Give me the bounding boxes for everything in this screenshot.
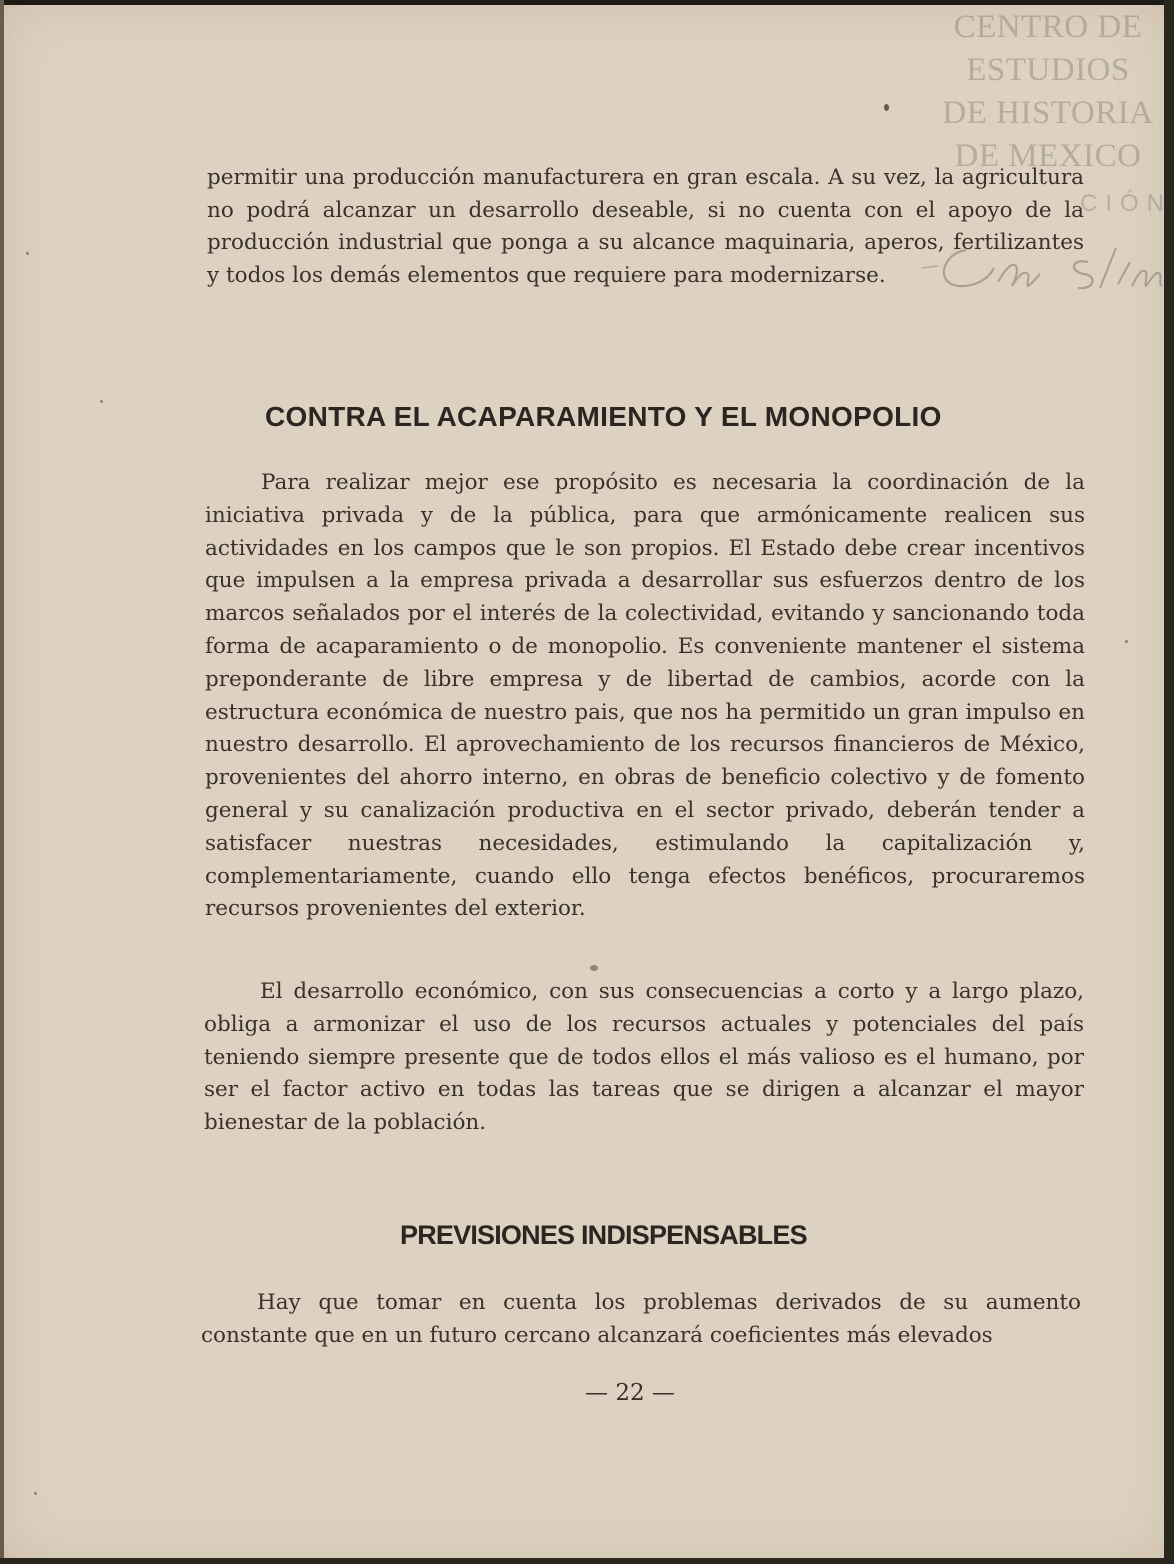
archive-watermark	[938, 6, 1158, 178]
paragraph-coordinacion: Para realizar mejor ese propósito es necesaria la coordinación de la iniciativa privada y de la pública, para que armónicamente realicen sus actividades en los campos que le son propios. El Estado debe crear incentivos que impulsen a la empresa privada a desarrollar sus esfuerzos dentro de los marcos señalados por el interés de la colectividad, evitando y sancionando toda forma de acaparamiento o de monopolio. Es conveniente mantener el sistema preponderante de libre empresa y de libertad de cambios, acorde con la estructura económica de nuestro pais, que nos ha permitido un gran impulso en nuestro desarrollo. El aprovechamiento de los recursos financieros de México, provenientes del ahorro interno, en obras de beneficio colectivo y de fomento general y su canalización productiva en el sector privado, deberán tender a satisfacer nuestras necesidades, estimulando la capitalización y, complementariamente, cuando ello tenga efectos benéficos, procuraremos recursos provenientes del exterior.	[205, 470, 1085, 922]
page-number: — 22 —	[585, 1380, 675, 1406]
section-heading-previsiones: PREVISIONES INDISPENSABLES	[400, 1220, 807, 1250]
watermark-line-2: ESTUDIOS	[966, 52, 1130, 88]
paper-speck	[34, 1492, 37, 1495]
page-right-edge	[1164, 0, 1174, 1564]
page-left-edge	[0, 0, 4, 1564]
paragraph-problemas: Hay que tomar en cuenta los problemas derivados de su aumento constante que en un futuro cercano alcanzará coeficientes más elevados	[201, 1290, 1081, 1348]
page-bottom-edge	[0, 1558, 1174, 1564]
watermark-dot-icon	[884, 104, 889, 111]
page-top-edge	[0, 0, 1174, 5]
paper-speck	[590, 965, 598, 971]
watermark-line-3: DE HISTORIA	[942, 95, 1154, 131]
paragraph-intro: permitir una producción manufacturera en gran escala. A su vez, la agricultura no podrá alcanzar un desarrollo deseable, si no cuenta con el apoyo de la producción industrial que ponga a su alcance maquinaria, aperos, fertilizantes y todos los demás elementos que requiere para modernizarse.	[207, 165, 1084, 288]
watermark-line-1: CENTRO DE	[953, 9, 1143, 45]
paper-speck	[26, 252, 29, 255]
section-heading-monopolio: CONTRA EL ACAPARAMIENTO Y EL MONOPOLIO	[265, 401, 942, 432]
watermark-line-4: DE MEXICO	[954, 138, 1142, 174]
collection-stamp: CIÓN	[1080, 190, 1172, 217]
paper-speck	[100, 400, 103, 403]
paper-speck	[1125, 640, 1128, 643]
paragraph-desarrollo: El desarrollo económico, con sus consecuencias a corto y a largo plazo, obliga a armonizar el uso de los recursos actuales y potenciales del país teniendo siempre presente que de todos ellos el más valioso es el humano, por ser el factor activo en todas las tareas que se dirigen a alcanzar el mayor bienestar de la población.	[204, 979, 1084, 1136]
